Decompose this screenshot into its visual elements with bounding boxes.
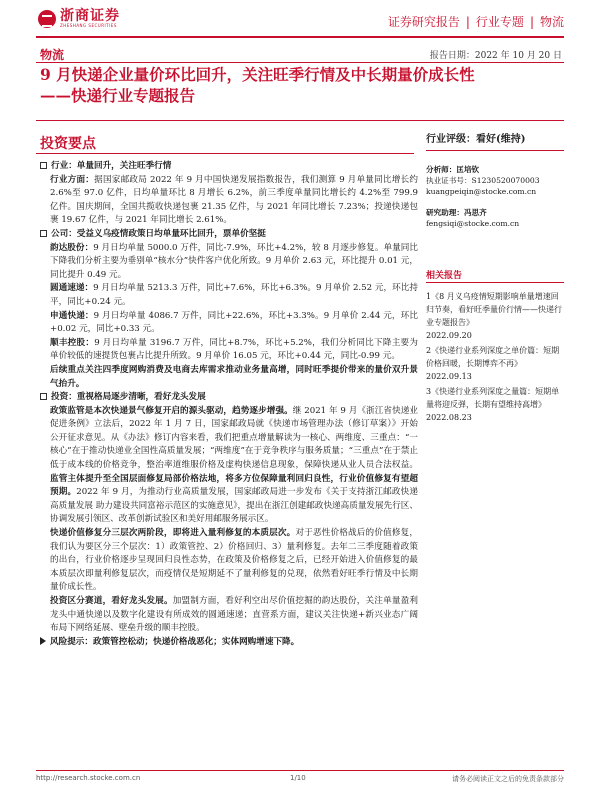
related-report-item[interactable]: 3《快递行业系列深度之量篇：短期单量将迎反弹，长期有望维持高增》 2022.08.23 — [426, 387, 560, 422]
track-paragraph: 投资区分赛道，看好龙头发展。加盟制方面，看好利空出尽价值挖掘的韵达股份，关注单量盈利龙头中通快递以及数字化建设有所成效的圆通速递；直营系方面，建议关注快递+新兴业态广阔布局下网络延展、壁垒升级的顺丰控股。 — [50, 596, 418, 634]
header-divider — [36, 36, 564, 38]
assistant-name: 研究助理：冯思齐 — [426, 208, 487, 217]
related-reports-list — [426, 290, 564, 426]
assistant-email[interactable]: fengsiqi@stocke.com.cn — [426, 219, 520, 228]
breadcrumb-item-topic: 行业专题 — [475, 15, 524, 29]
title-line-main: 9 月快递企业量价环比回升，关注旺季行情及中长期量价成长性 — [40, 65, 475, 84]
related-reports-title: 相关报告 — [426, 271, 463, 281]
footer-page-number: 1/10 — [290, 774, 306, 782]
title-bottom-divider — [36, 120, 564, 121]
policy-paragraph: 政策监管是本次快递景气修复开启的源头驱动，趋势逐步增强。继 2021 年 9 月《浙江省快递业促进条例》立法后，2022 年 1 月 7 日，国家邮政局就《快递市场管理办法（修订草案）》开始公开征求意见。从《办法》修订内容来看，我们把重点增量解读为一核心、两维度、三重点：“一核心”在于推动快递业全国性高质量发展；“两维度”在于竞争秩序与服务质量；“三重点”在于禁止低于成本线的价格竞争，整治率道维服价格及虚构快递信息现象，保障快递从业人员合法权益。监管主体提升至全国层面修复局部价格法地，将多方位保障量利回归良性，行业价值修复有望超预期。2022 年 9 月，为推动行业高质量发展，国家邮政局进一步发布《关于支持浙江邮政快递高质量发展 助力建设共同富裕示范区的实施意见》，提出在浙江创建邮政快递高质量发展先行区、协调发展引领区、改革创新试验区和美好用邮服务展示区。 — [50, 405, 419, 525]
footer-url[interactable]: http://research.stocke.com.cn — [36, 774, 141, 782]
point-investment: 投资：重视格局逐步清晰，看好龙头发展 — [40, 391, 418, 405]
footer-divider — [36, 770, 564, 771]
point-company: 公司：受益义乌疫情政策日均单量环比回升，票单价坚挺 — [40, 228, 418, 242]
report-category: 物流 — [40, 48, 65, 62]
checkbox-bullet-icon — [40, 393, 47, 400]
breadcrumb-item-industry: 物流 — [539, 15, 564, 29]
checkbox-bullet-icon — [40, 230, 47, 237]
logo-en-text: ZHESHANG SECURITIES — [60, 23, 117, 28]
page-title — [40, 64, 580, 106]
point-industry: 行业：单量回升，关注旺季行情 — [40, 160, 418, 174]
main-content — [40, 160, 418, 649]
sf-paragraph: 顺丰控股：9 月日均单量 3196.7 万件，同比+8.7%，环比+5.2%，我们分析同比下降主要为单价较低的速提货包裹占比提升所致。9 月单价 16.05 元，环比+0.44 元，同比-0.99 元。 — [50, 337, 418, 362]
analyst-cert: 执业证书号：S1230520070003 — [426, 176, 540, 185]
analyst-email[interactable]: kuangpeiqin@stocke.com.cn — [426, 187, 537, 196]
company-logo — [38, 9, 120, 29]
sto-paragraph: 申通快递：9 月日均单量 4086.7 万件，同比+22.6%，环比+3.3%。9 月单价 2.44 元，环比+0.02 元，同比+0.33 元。 — [50, 310, 418, 335]
yunda-paragraph: 韵达股份：9 月日均单量 5000.0 万件，同比-7.9%，环比+4.2%，较 8 月逐步修复。单量同比下降我们分析主要为垂别单“核水分”快件客户优化所致。9 月单价 2.63 元，环比提升 0.01 元，同比提升 0.49 元。 — [50, 242, 418, 280]
checkbox-bullet-icon — [40, 162, 47, 169]
industry-rating: 行业评级：看好(维持) — [426, 134, 526, 145]
title-divider — [36, 62, 564, 63]
value-paragraph: 快递价值修复分三层次两阶段，即将进入量利修复的本质层次。对于恶性价格战后的价值修复，我们认为要区分三个层次：1）政策管控、2）价格回归、3）量利修复。去年二三季度随着政策的出台，行业价格逐步呈现回归良性态势，在政策及价格修复之后，已经开始进入价值修复的最本质层次即量利修复层次，而疫情仅是短期延不了量利修复的兑现，依然看好旺季行情及中长期量价成长性。 — [50, 528, 418, 593]
breadcrumb-item-report: 证券研究报告 — [387, 15, 460, 29]
breadcrumb: 证券研究报告 | 行业专题 | 物流 — [387, 15, 564, 29]
page-header — [0, 0, 600, 36]
risk-paragraph: 风险提示：政策管控松动；快递价格战恶化；实体网购增速下降。 — [40, 636, 418, 650]
outlook-paragraph: 后续重点关注四季度网购消费及电商去库需求推动业务量高增，同时旺季提价带来的量价双升景气抬升。 — [50, 364, 418, 389]
industry-paragraph: 行业方面：据国家邮政局 2022 年 9 月中国快递发展指数报告，我们测算 9 月单量同比增长约 2.6%至 97.0 亿件，日均单量环比 8 月增长 6.2%，前三季度单量同比增长约 4.2%至 799.9 亿件。国庆期间，全国共揽收快递包裹 21.35 亿件，与 2021 年同比增长 7.23%；投递快递包裹 19.67 亿件，与 2021 年同比增长 2.61%。 — [50, 174, 418, 226]
section-divider — [36, 153, 414, 154]
related-report-item[interactable]: 1《8 月义乌疫情短期影响单量增速回归节奏，看好旺季量价行情——快递行业专题报告》 2022.09.20 — [426, 292, 562, 340]
footer-disclaimer: 请务必阅读正文之后的免责条款部分 — [452, 775, 564, 783]
analyst-info — [426, 164, 564, 229]
analyst-name: 分析师：匡培钦 — [426, 165, 480, 174]
related-divider — [426, 282, 564, 283]
yto-paragraph: 圆通速递：9 月日均单量 5213.3 万件，同比+7.6%，环比+6.3%。9 月单价 2.52 元，环比持平，同比+0.24 元。 — [50, 283, 418, 307]
title-line-sub: ——快递行业专题报告 — [40, 86, 196, 105]
logo-icon — [38, 10, 56, 28]
arrow-bullet-icon — [40, 637, 46, 645]
report-date: 报告日期：2022 年 10 月 20 日 — [429, 51, 562, 61]
section-title: 投资要点 — [40, 136, 96, 152]
rating-divider — [426, 150, 564, 151]
logo-cn-text: 浙商证券 — [60, 8, 120, 24]
related-report-item[interactable]: 2《快递行业系列深度之单价篇：短期价格回暖，长期博弈不再》 2022.09.13 — [426, 346, 560, 381]
